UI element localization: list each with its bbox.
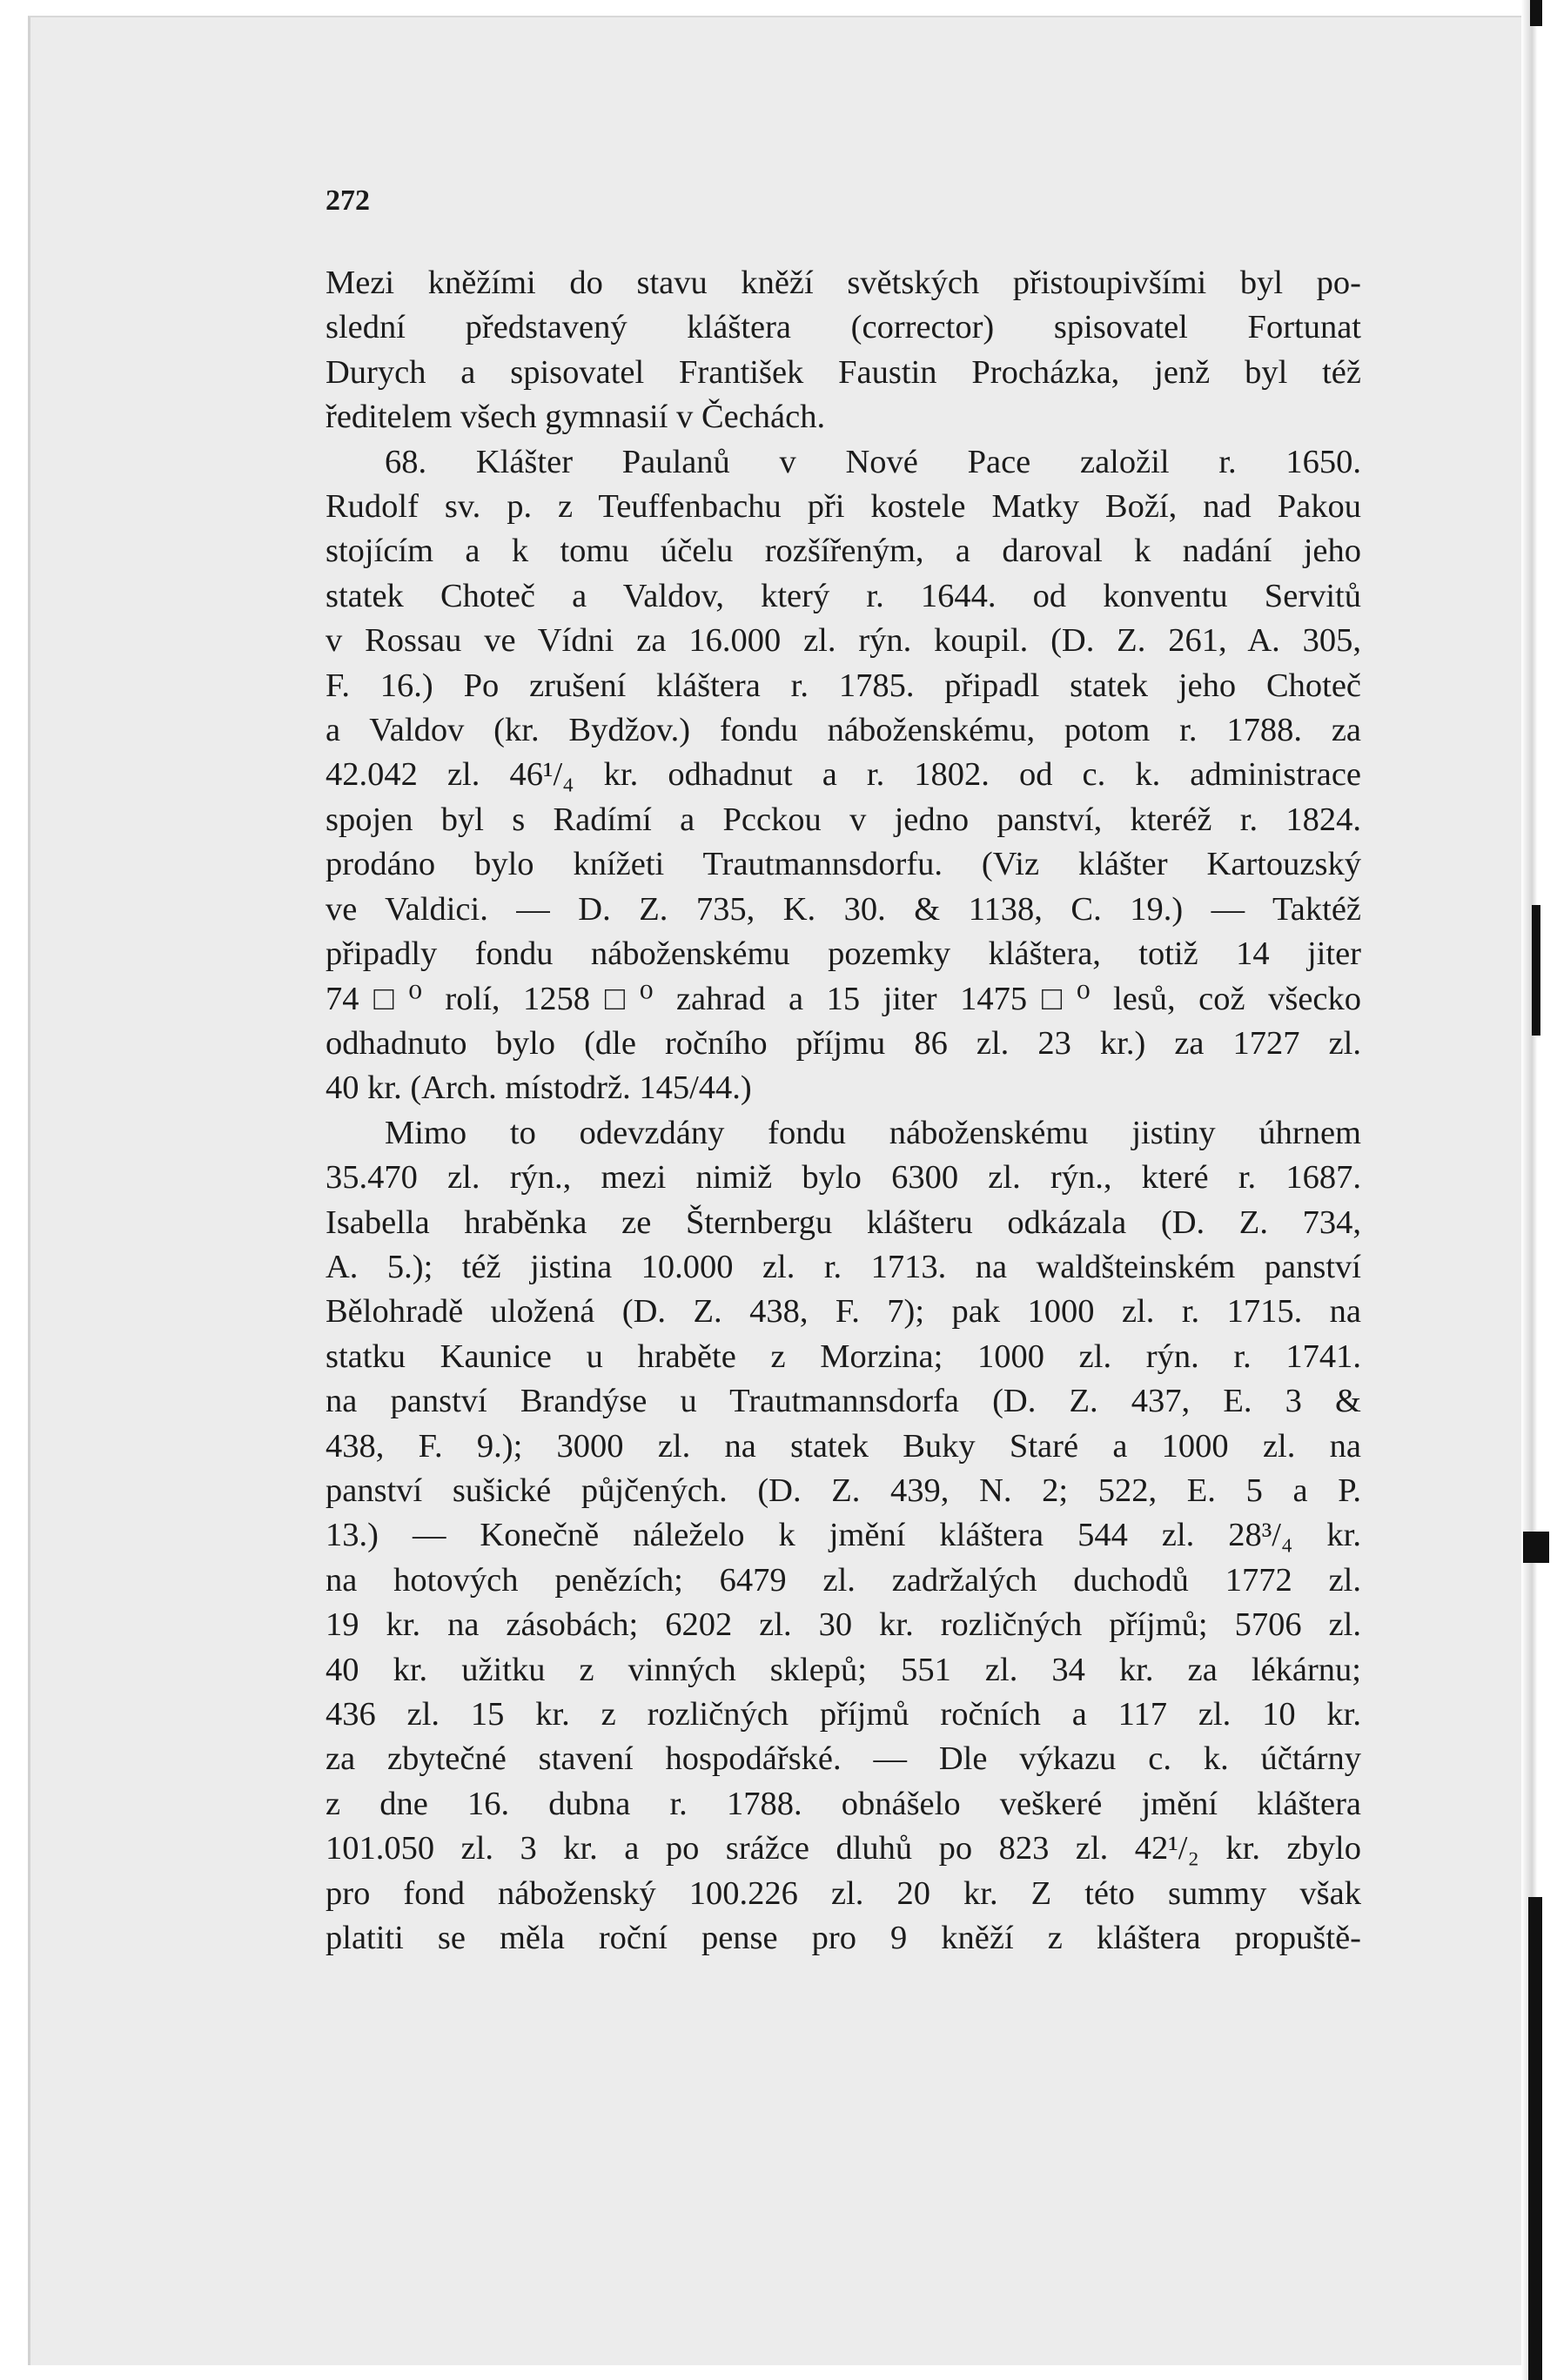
text-line: spojen byl s Radímí a Pcckou v jedno panství, kteréž r. 1824. (325, 801, 1361, 838)
text-line: Rudolf sv. p. z Teuffenbachu při kostele Matky Boží, nad Pakou (325, 488, 1361, 526)
text-line: Mimo to odevzdány fondu náboženskému jistiny úhrnem (385, 1114, 1361, 1151)
text-line: slední představený kláštera (corrector) spisovatel Fortunat (325, 309, 1361, 346)
text-line: 40 kr. užitku z vinných sklepů; 551 zl. 34 kr. za lékárnu; (325, 1651, 1361, 1688)
text-line: Isabella hraběnka ze Šternbergu klášteru odkázala (D. Z. 734, (325, 1203, 1361, 1241)
text-line: 438, F. 9.); 3000 zl. na statek Buky Staré a 1000 zl. na (325, 1427, 1361, 1465)
text-line: 19 kr. na zásobách; 6202 zl. 30 kr. rozličných příjmů; 5706 zl. (325, 1606, 1361, 1644)
text-line: pro fond náboženský 100.226 zl. 20 kr. Z této summy však (325, 1874, 1361, 1912)
text-line: 101.050 zl. 3 kr. a po srážce dluhů po 823 zl. 42¹/₂ kr. zbylo (325, 1830, 1361, 1867)
text-line: F. 16.) Po zrušení kláštera r. 1785. připadl statek jeho Choteč (325, 667, 1361, 704)
text-line: prodáno bylo knížeti Trautmannsdorfu. (Viz klášter Kartouzský (325, 846, 1361, 883)
text-line: a Valdov (kr. Bydžov.) fondu náboženskému, potom r. 1788. za (325, 712, 1361, 749)
text-line: na hotových penězích; 6479 zl. zadržalých duchodů 1772 zl. (325, 1561, 1361, 1599)
text-line: panství sušické půjčených. (D. Z. 439, N. 2; 522, E. 5 a P. (325, 1472, 1361, 1509)
text-line: Durych a spisovatel František Faustin Procházka, jenž byl též (325, 353, 1361, 391)
spine-shadow-lower (1523, 1532, 1549, 1563)
text-line: stojícím a k tomu účelu rozšířeným, a daroval k nadání jeho (325, 533, 1361, 570)
text-line: A. 5.); též jistina 10.000 zl. r. 1713. na waldšteinském panství (325, 1248, 1361, 1285)
text-line: 40 kr. (Arch. místodrž. 145/44.) (325, 1069, 752, 1107)
text-line: odhadnuto bylo (dle ročního příjmu 86 zl. 23 kr.) za 1727 zl. (325, 1024, 1361, 1062)
text-line: připadly fondu náboženskému pozemky kláštera, totiž 14 jiter (325, 935, 1361, 973)
text-line: ve Valdici. — D. Z. 735, K. 30. & 1138, C. 19.) — Taktéž (325, 890, 1361, 928)
body-text (325, 261, 1361, 1961)
text-line: z dne 16. dubna r. 1788. obnášelo veškeré jmění kláštera (325, 1785, 1361, 1822)
text-line: na panství Brandýse u Trautmannsdorfa (D. Z. 437, E. 3 & (325, 1383, 1361, 1420)
text-line: v Rossau ve Vídni za 16.000 zl. rýn. koupil. (D. Z. 261, A. 305, (325, 622, 1361, 660)
spine-shadow-mid (1532, 905, 1540, 1036)
text-line: 436 zl. 15 kr. z rozličných příjmů ročních a 117 zl. 10 kr. (325, 1696, 1361, 1733)
spine-shadow-upper (1530, 0, 1542, 26)
text-line: statku Kaunice u hraběte z Morzina; 1000 zl. rýn. r. 1741. (325, 1337, 1361, 1375)
spine-shadow-bottom (1528, 1897, 1542, 2380)
text-line: ředitelem všech gymnasií v Čechách. (325, 399, 826, 436)
text-line: 13.) — Konečně náleželo k jmění kláštera 544 zl. 28³/₄ kr. (325, 1517, 1361, 1554)
text-line: statek Choteč a Valdov, který r. 1644. od konventu Servitů (325, 577, 1361, 614)
text-line: za zbytečné stavení hospodářské. — Dle výkazu c. k. účtárny (325, 1740, 1361, 1778)
text-line: platiti se měla roční pense pro 9 kněží z kláštera propuště- (325, 1920, 1361, 1957)
text-line: Mezi kněžími do stavu kněží světských přistoupivšími byl po- (325, 265, 1361, 301)
text-line: Bělohradě uložená (D. Z. 438, F. 7); pak 1000 zl. r. 1715. na (325, 1293, 1361, 1331)
page-number: 272 (325, 184, 370, 217)
text-line: 42.042 zl. 46¹/₄ kr. odhadnut a r. 1802. od c. k. administrace (325, 756, 1361, 794)
text-line: 74□⁰ rolí, 1258□⁰ zahrad a 15 jiter 1475□⁰ lesů, což všecko (325, 980, 1361, 1017)
text-line: 35.470 zl. rýn., mezi nimiž bylo 6300 zl. rýn., které r. 1687. (325, 1159, 1361, 1197)
text-line: 68. Klášter Paulanů v Nové Pace založil r. 1650. (385, 443, 1361, 480)
